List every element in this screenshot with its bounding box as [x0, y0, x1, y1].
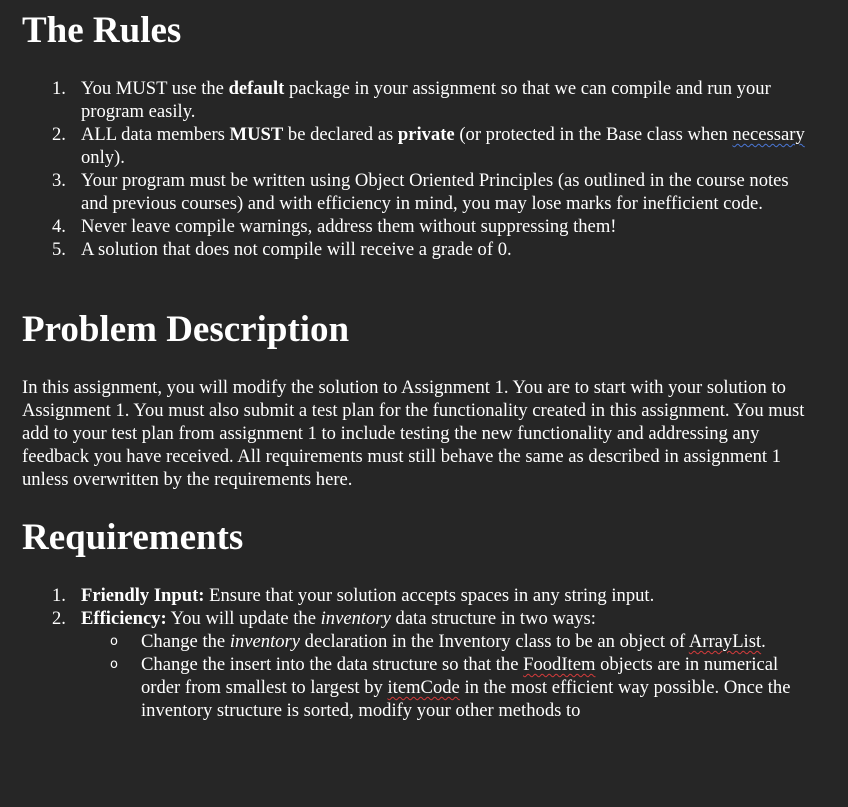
- problem-paragraph: In this assignment, you will modify the solution to Assignment 1. You are to start with your solution to Assignment 1. You must also submit a test plan for the functionality created in this assignment. You must add to your test plan from assignment 1 to include testing the new functionality and addressing any feedback you have received. All requirements must still behave the same as described in assignment 1 unless overwritten by the requirements here.: [22, 377, 805, 490]
- requirement-item: [22, 584, 812, 607]
- rule-item: [22, 215, 812, 238]
- grammar-flagged-word: necessary: [732, 124, 805, 145]
- rule-bold-text: default: [228, 78, 285, 99]
- problem-heading: Problem Description: [22, 309, 350, 350]
- rule-bold-text: private: [397, 124, 455, 145]
- list-number: 4.: [52, 216, 66, 237]
- rule-text: ALL data members: [81, 124, 230, 145]
- list-number: 2.: [52, 124, 66, 145]
- rule-bold-text: MUST: [229, 124, 284, 145]
- rule-text: only).: [81, 147, 125, 168]
- requirements-list: [22, 584, 812, 722]
- rule-item: [22, 238, 812, 261]
- sub-item: [81, 653, 812, 722]
- rule-text: be declared as: [283, 124, 398, 145]
- spelling-flagged-word: ArrayList: [688, 631, 762, 652]
- rule-text: A solution that does not compile will receive a grade of 0.: [81, 239, 512, 260]
- rule-item: [22, 169, 812, 215]
- sub-item-text: in the most efficient way possible. Once the inventory structure is sorted, modify your other methods to: [141, 677, 791, 721]
- requirement-text: You will update the: [166, 608, 321, 629]
- requirement-italic-text: inventory: [320, 608, 391, 629]
- requirements-heading: Requirements: [22, 517, 244, 558]
- rule-text: package in your assignment so that we can compile and run your program easily.: [81, 78, 771, 122]
- sub-item-text: .: [761, 631, 766, 652]
- spelling-flagged-word: itemCode: [387, 677, 460, 698]
- requirement-text: Ensure that your solution accepts spaces in any string input.: [204, 585, 655, 606]
- spelling-flagged-word: FoodItem: [523, 654, 596, 675]
- sub-item: [81, 630, 812, 653]
- bullet-icon: o: [110, 634, 118, 649]
- requirement-label: Friendly Input:: [81, 585, 205, 606]
- rule-text: (or protected in the Base class when: [454, 124, 733, 145]
- sub-item-text: objects are in numerical order from smallest to largest by: [141, 654, 779, 698]
- sub-item-italic: inventory: [229, 631, 301, 652]
- rules-heading: The Rules: [22, 10, 182, 51]
- rules-list: [22, 77, 812, 261]
- rule-text: Your program must be written using Object Oriented Principles (as outlined in the course notes and previous courses) and with efficiency in mind, you may lose marks for inefficient code.: [81, 170, 789, 214]
- list-number: 5.: [52, 239, 66, 260]
- rule-text: Never leave compile warnings, address them without suppressing them!: [81, 216, 617, 237]
- bullet-icon: o: [110, 657, 118, 672]
- rule-item: [22, 77, 812, 123]
- sub-item-text: declaration in the Inventory class to be an object of: [300, 631, 689, 652]
- rule-text: You MUST use the: [81, 78, 229, 99]
- list-number: 1.: [52, 585, 66, 606]
- requirement-text: data structure in two ways:: [390, 608, 596, 629]
- sub-item-text: Change the insert into the data structure so that the: [141, 654, 524, 675]
- list-number: 2.: [52, 608, 66, 629]
- requirement-item: [22, 607, 812, 722]
- list-number: 3.: [52, 170, 66, 191]
- list-number: 1.: [52, 78, 66, 99]
- sub-item-text: Change the: [141, 631, 230, 652]
- requirement-label: Efficiency:: [81, 608, 167, 629]
- rule-item: [22, 123, 812, 169]
- requirement-sublist: [81, 630, 812, 722]
